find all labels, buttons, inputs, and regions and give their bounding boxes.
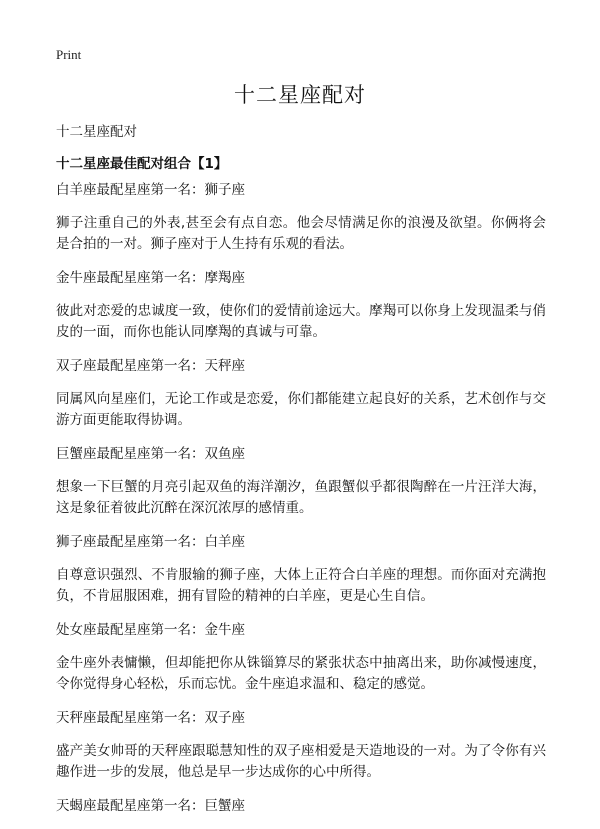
pair-description-virgo: 金牛座外表慵懒，但却能把你从铢锱算尽的紧张状态中抽离出来，助你减慢速度，令你觉得身心轻松，乐而忘忧。金牛座追求温和、稳定的感觉。	[56, 655, 546, 692]
pair-heading-taurus: 金牛座最配星座第一名：摩羯座	[56, 270, 245, 286]
pair-description-taurus: 彼此对恋爱的忠诚度一致，使你们的爱情前途远大。摩羯可以你身上发现温柔与俏皮的一面，而你也能认同摩羯的真诚与可靠。	[56, 303, 546, 340]
pair-heading-virgo: 处女座最配星座第一名：金牛座	[56, 622, 245, 638]
pair-description-cancer: 想象一下巨蟹的月亮引起双鱼的海洋潮汐，鱼跟蟹似乎都很陶醉在一片汪洋大海，这是象征着彼此沉醉在深沉浓厚的感情重。	[56, 479, 546, 516]
pair-description-aries: 狮子注重自己的外表,甚至会有点自恋。他会尽情满足你的浪漫及欲望。你俩将会是合拍的一对。狮子座对于人生持有乐观的看法。	[56, 215, 546, 252]
pair-heading-leo: 狮子座最配星座第一名：白羊座	[56, 534, 245, 550]
pair-heading-aries: 白羊座最配星座第一名：狮子座	[56, 182, 245, 198]
pair-description-gemini: 同属风向星座们，无论工作或是恋爱，你们都能建立起良好的关系，艺术创作与交游方面更能取得协调。	[56, 391, 546, 428]
pair-description-leo: 自尊意识强烈、不肯服输的狮子座，大体上正符合白羊座的理想。而你面对充满抱负，不肯屈服困难，拥有冒险的精神的白羊座，更是心生自信。	[56, 567, 546, 604]
pair-heading-cancer: 巨蟹座最配星座第一名：双鱼座	[56, 446, 245, 462]
page-title: 十二星座配对	[234, 83, 366, 107]
pair-heading-scorpio: 天蝎座最配星座第一名：巨蟹座	[56, 798, 245, 814]
pair-heading-libra: 天秤座最配星座第一名：双子座	[56, 710, 245, 726]
section-heading: 十二星座最佳配对组合【1】	[56, 156, 228, 172]
article-subtitle: 十二星座配对	[56, 124, 137, 140]
article-content	[56, 181, 546, 829]
pair-heading-gemini: 双子座最配星座第一名：天秤座	[56, 358, 245, 374]
print-link[interactable]: Print	[56, 47, 82, 62]
pair-description-libra: 盛产美女帅哥的天秤座跟聪慧知性的双子座相爱是天造地设的一对。为了令你有兴趣作进一步的发展，他总是早一步达成你的心中所得。	[56, 743, 546, 780]
